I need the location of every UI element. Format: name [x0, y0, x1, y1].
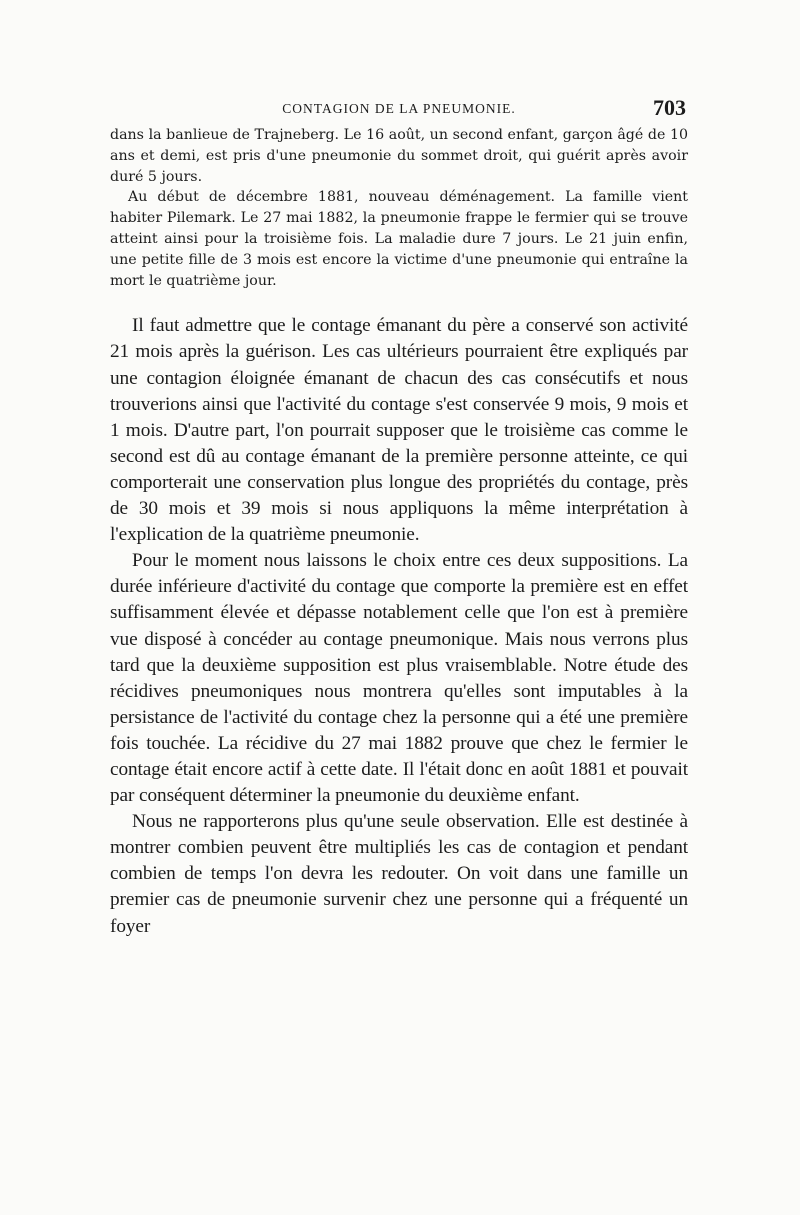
running-header: [110, 95, 688, 125]
body-paragraph: Pour le moment nous laissons le choix entre ces deux suppositions. La durée inférieure d'activité du contage que comporte la première est en effet suffisamment élevée et dépasse notablement celle que l'on est à première vue disposé à concéder au contage pneumonique. Mais nous verrons plus tard que la deuxième supposition est plus vraisemblable. Notre étude des récidives pneumoniques nous montrera qu'elles sont imputables à la persistance de l'activité du contage chez la personne qui a été une première fois touchée. La récidive du 27 mai 1882 prouve que chez le fermier le contage était encore actif à cette date. Il l'était donc en août 1881 et pouvait par conséquent déterminer la pneumonie du deuxième enfant.: [110, 550, 688, 807]
case-observation: [110, 125, 688, 291]
book-page: [110, 95, 688, 940]
body-paragraph: Il faut admettre que le contage émanant du père a conservé son activité 21 mois après la guérison. Les cas ultérieurs pourraient être expliqués par une contagion éloignée émanant de chacun des cas consécutifs et nous trouverions ainsi que l'activité du contage s'est conservée 9 mois, 9 mois et 1 mois. D'autre part, l'on pourrait supposer que le troisième cas comme le second est dû au contage émanant de la première personne atteinte, ce qui comporterait une conservation plus longue des propriétés du contage, près de 30 mois et 39 mois si nous appliquons la même interprétation à l'explication de la quatrième pneumonie.: [110, 315, 688, 546]
main-text: [110, 313, 688, 939]
observation-paragraph: dans la banlieue de Trajneberg. Le 16 août, un second enfant, garçon âgé de 10 ans et demi, est pris d'une pneumonie du sommet droit, qui guérit après avoir duré 5 jours.: [110, 127, 688, 185]
observation-paragraph: Au début de décembre 1881, nouveau déménagement. La famille vient habiter Pilemark. Le 27 mai 1882, la pneumonie frappe le fermier qui se trouve atteint ainsi pour la troisième fois. La maladie dure 7 jours. Le 21 juin enfin, une petite fille de 3 mois est encore la victime d'une pneumonie qui entraîne la mort le quatrième jour.: [110, 189, 688, 289]
page-number: 703: [653, 95, 686, 120]
running-title: CONTAGION DE LA PNEUMONIE.: [282, 101, 516, 116]
body-paragraph: Nous ne rapporterons plus qu'une seule observation. Elle est destinée à montrer combien peuvent être multipliés les cas de contagion et pendant combien de temps l'on devra les redouter. On voit dans une famille un premier cas de pneumonie survenir chez une personne qui a fréquenté un foyer: [110, 811, 688, 937]
